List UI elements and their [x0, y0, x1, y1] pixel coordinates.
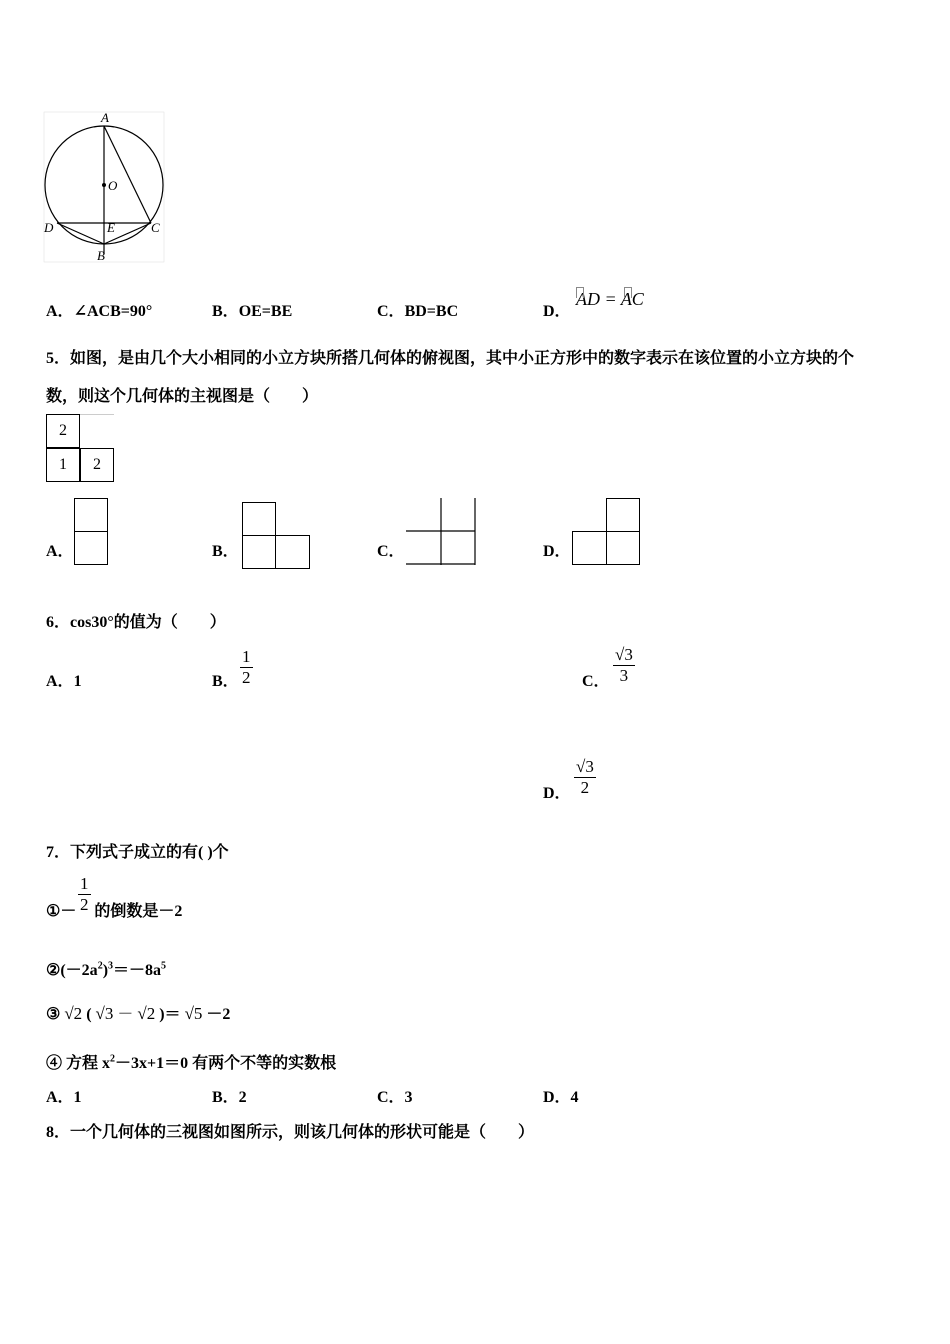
label-c: C	[151, 220, 160, 235]
q7-item3: ③ √2 ( √3 － √2 )＝ √5 －2	[46, 1004, 231, 1023]
grid-cell: 2	[46, 414, 80, 448]
arc-mark-icon	[624, 287, 632, 298]
grid-cell: 2	[80, 448, 114, 482]
label-e: E	[107, 220, 115, 235]
circle-figure	[40, 108, 170, 268]
q7-item4: ④ 方程 $x^2-3x+1=0$ 有两个不等的实数根	[46, 1053, 337, 1072]
shape-c-lines	[404, 497, 478, 567]
q7-option-c[interactable]: C．3	[377, 1089, 413, 1106]
q4-option-c[interactable]: C．BD=BC	[377, 303, 459, 320]
q7-item1: ①－ 的倒数是－2	[46, 903, 183, 920]
shape-square	[275, 535, 310, 569]
q4-option-d-formula: AD = AC	[576, 289, 644, 309]
q5-option-c[interactable]: C．	[377, 543, 405, 560]
label-a: A	[101, 110, 109, 125]
q8-stem: 8．一个几何体的三视图如图所示，则该几何体的形状可能是（ ）	[46, 1124, 535, 1141]
q7-option-d[interactable]: D．4	[543, 1089, 579, 1106]
shape-square	[74, 531, 108, 565]
shape-square	[606, 498, 640, 532]
q5-option-a[interactable]: A．	[46, 543, 74, 560]
q6-option-c[interactable]: C．	[582, 673, 610, 690]
label-o: O	[108, 178, 118, 193]
shape-square	[606, 531, 640, 565]
q5-stem-line1: 5．如图，是由几个大小相同的小立方块所搭几何体的俯视图，其中小正方形中的数字表示在该位置的小立方块的个	[46, 350, 855, 367]
q5-stem-line2: 数，则这个几何体的主视图是（ ）	[46, 388, 319, 405]
q6-option-b[interactable]: B．	[212, 673, 239, 690]
grid-cell: 1	[46, 448, 80, 482]
shape-square	[74, 498, 108, 532]
label-b: B	[97, 248, 105, 263]
shape-square	[242, 535, 276, 569]
label-d: D	[44, 220, 54, 235]
arc-mark-icon	[576, 287, 584, 298]
q6-stem: 6．cos30°的值为（ ）	[46, 614, 226, 631]
q7-option-b[interactable]: B．2	[212, 1089, 247, 1106]
q6-option-b-fraction: 1 2	[242, 647, 251, 687]
shape-square	[572, 531, 607, 565]
q4-option-d[interactable]: D．	[543, 303, 571, 320]
q7-stem: 7．下列式子成立的有( )个	[46, 844, 229, 861]
q4-option-b[interactable]: B．OE=BE	[212, 303, 293, 320]
grid-faint-line	[80, 414, 114, 415]
q4-option-a[interactable]: A．∠ACB=90°	[46, 303, 153, 320]
q7-option-a[interactable]: A．1	[46, 1089, 82, 1106]
q6-option-c-fraction: √3 3	[615, 645, 633, 685]
q7-item1-fraction: 1 2	[80, 874, 89, 914]
q6-option-a[interactable]: A．1	[46, 673, 82, 690]
shape-square	[242, 502, 276, 536]
q6-option-d[interactable]: D．	[543, 785, 571, 802]
q7-item2: $②(-2a^2)^3=-8a^5$	[46, 960, 167, 979]
q6-option-d-fraction: √3 2	[576, 757, 594, 797]
q5-option-b[interactable]: B．	[212, 543, 239, 560]
q5-option-d[interactable]: D．	[543, 543, 571, 560]
